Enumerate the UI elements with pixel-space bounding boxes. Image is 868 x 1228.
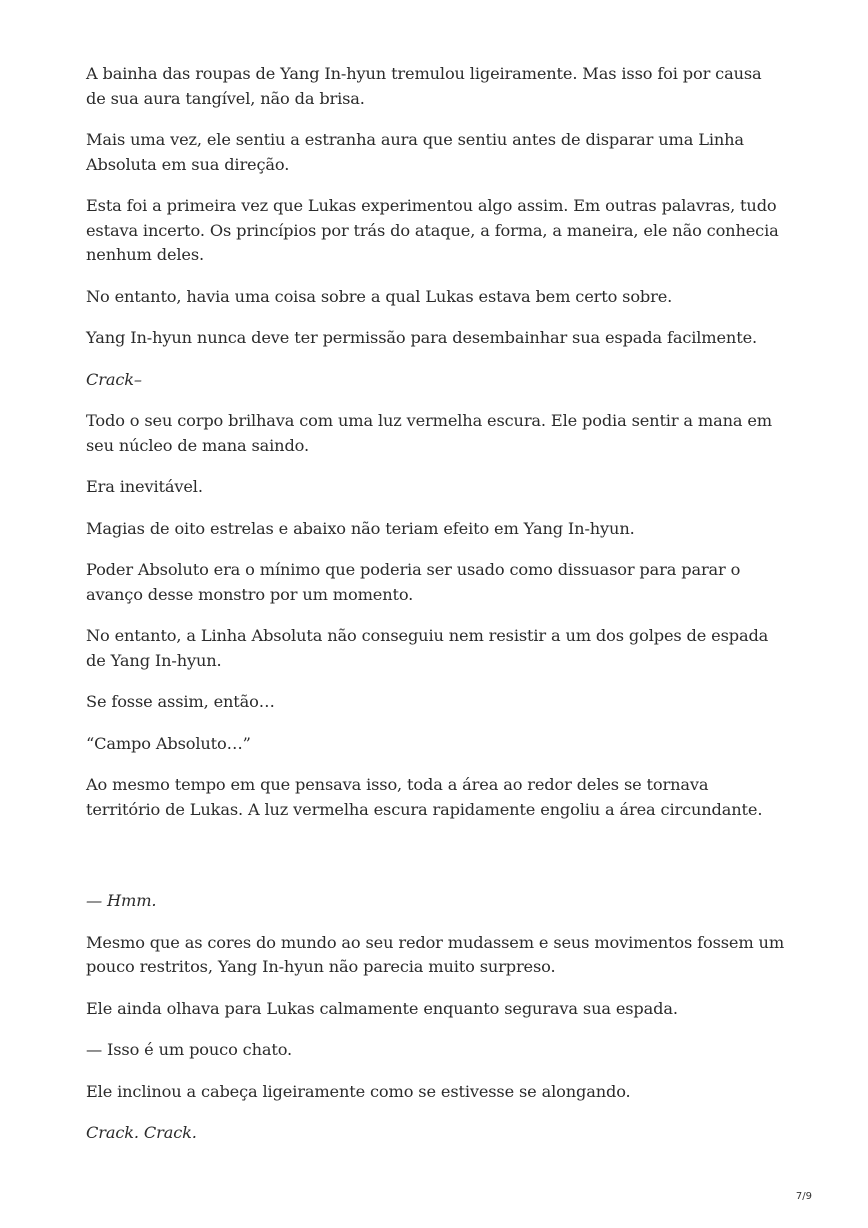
dialogue-line: — Hmm.: [86, 891, 157, 910]
paragraph: Mais uma vez, ele sentiu a estranha aura que sentiu antes de disparar uma Linha Absoluta em sua direção.: [86, 130, 744, 174]
paragraph: Mesmo que as cores do mundo ao seu redor mudassem e seus movimentos fossem um pouco restritos, Yang In-hyun não parecia muito surpreso.: [86, 932, 785, 976]
paragraph: Era inevitável.: [86, 477, 203, 496]
paragraph: Poder Absoluto era o mínimo que poderia ser usado como dissuasor para parar o avanço desse monstro por um momento.: [86, 560, 741, 604]
paragraph: No entanto, havia uma coisa sobre a qual Lukas estava bem certo sobre.: [86, 286, 673, 306]
page-number: 7/9: [795, 1191, 812, 1202]
sound-effect: Crack–: [86, 369, 142, 389]
document-body: [86, 62, 786, 1163]
paragraph: Yang In-hyun nunca deve ter permissão para desembainhar sua espada facilmente.: [86, 328, 757, 347]
sound-effect: Crack. Crack.: [86, 1123, 197, 1142]
paragraph: Ele inclinou a cabeça ligeiramente como se estivesse se alongando.: [86, 1081, 631, 1101]
paragraph: Ao mesmo tempo em que pensava isso, toda a área ao redor deles se tornava território de Lukas. A luz vermelha escura rapidamente engoliu a área circundante.: [86, 775, 763, 819]
dialogue-line: “Campo Absoluto…”: [86, 733, 251, 753]
paragraph: No entanto, a Linha Absoluta não conseguiu nem resistir a um dos golpes de espada de Yang In-hyun.: [86, 626, 769, 670]
paragraph: A bainha das roupas de Yang In-hyun tremulou ligeiramente. Mas isso foi por causa de sua aura tangível, não da brisa.: [86, 64, 762, 108]
paragraph: Esta foi a primeira vez que Lukas experimentou algo assim. Em outras palavras, tudo estava incerto. Os princípios por trás do ataque, a forma, a maneira, ele não conhecia nenhum deles.: [86, 196, 779, 264]
paragraph: Se fosse assim, então…: [86, 692, 275, 711]
paragraph: Magias de oito estrelas e abaixo não teriam efeito em Yang In-hyun.: [86, 518, 635, 538]
paragraph: Ele ainda olhava para Lukas calmamente enquanto segurava sua espada.: [86, 998, 678, 1018]
dialogue-line: — Isso é um pouco chato.: [86, 1040, 293, 1059]
section-break: [86, 839, 786, 889]
paragraph: Todo o seu corpo brilhava com uma luz vermelha escura. Ele podia sentir a mana em seu núcleo de mana saindo.: [86, 411, 773, 455]
